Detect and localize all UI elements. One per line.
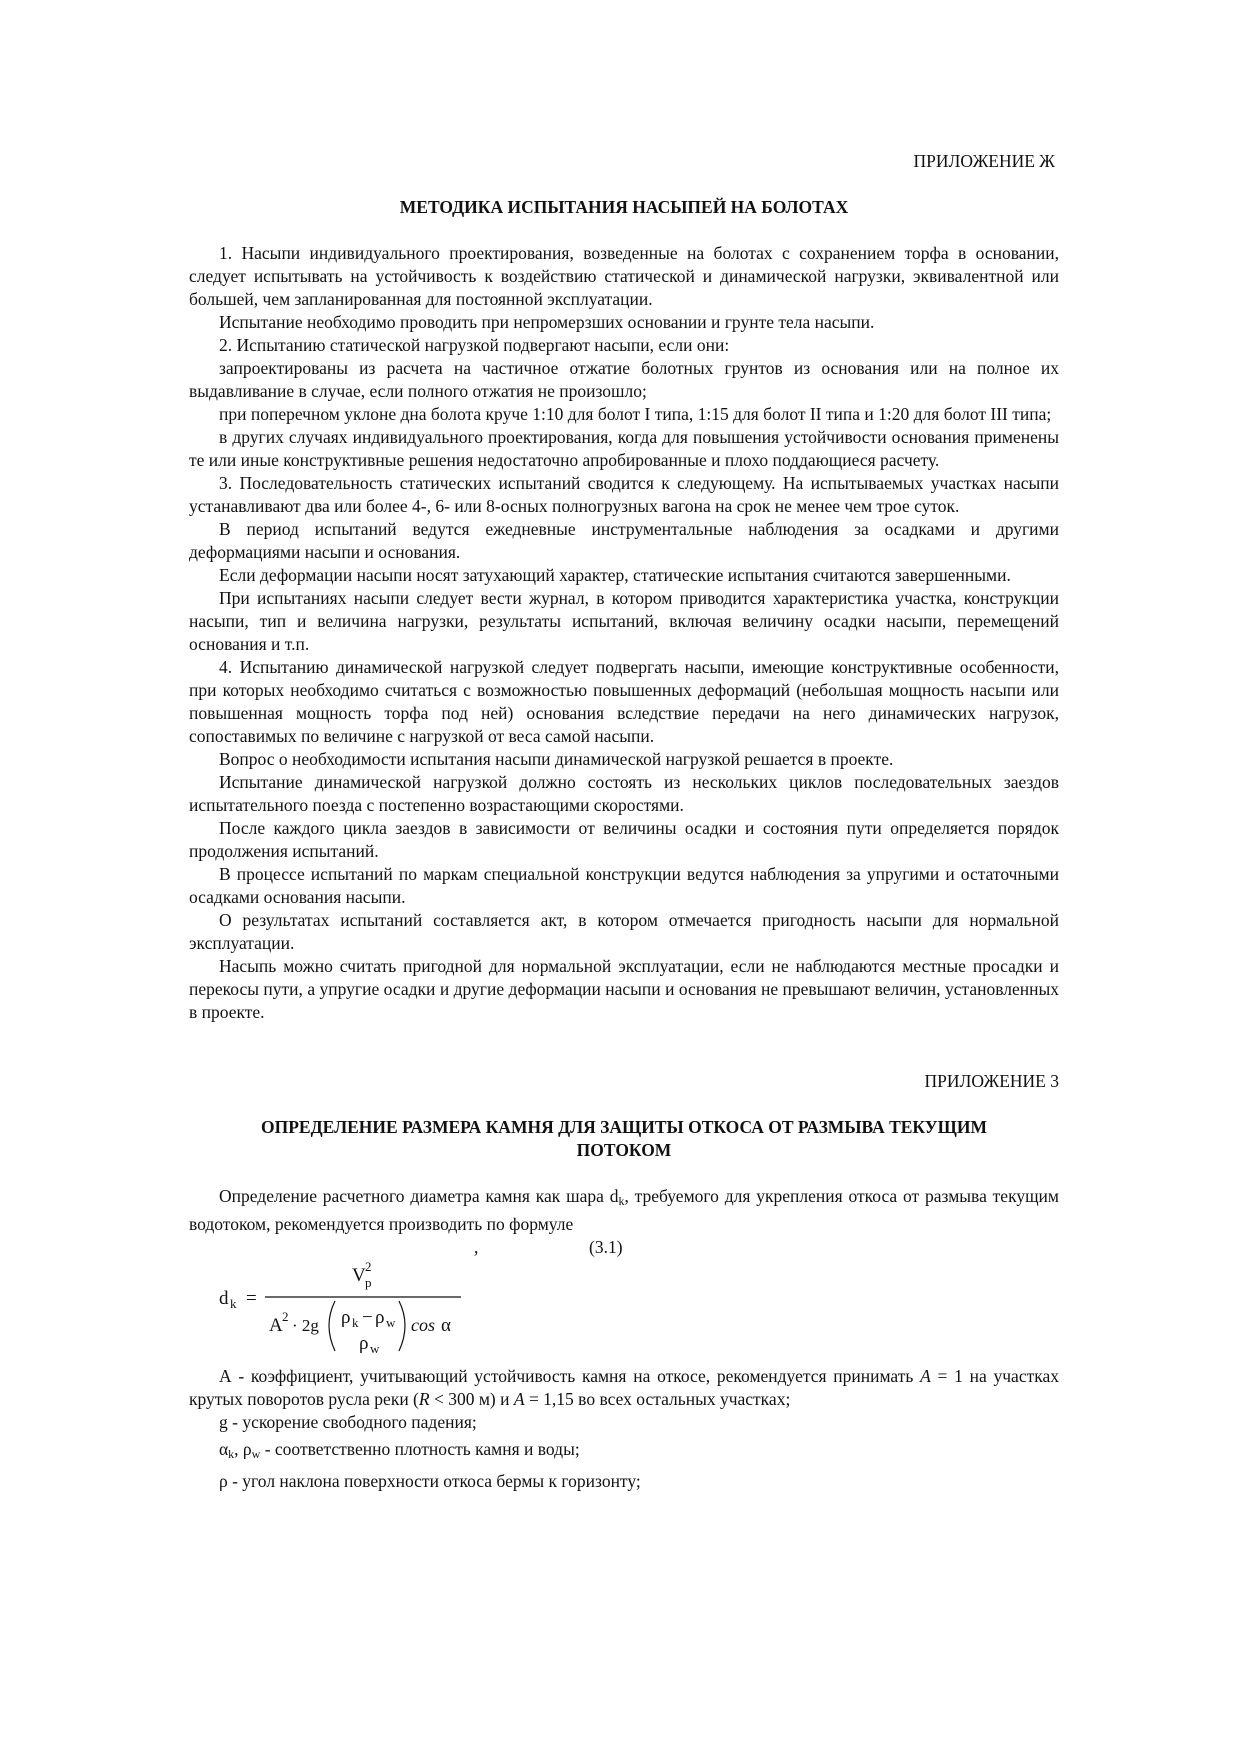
- formula-cos: cos: [411, 1315, 435, 1335]
- paragraph: 3. Последовательность статических испытаний сводится к следующему. На испытываемых участках насыпи устанавливают два или более 4-, 6- или 8-осных полногрузных вагона на срок не менее чем трое суток.: [189, 473, 1059, 516]
- document-page: [189, 150, 1059, 1497]
- formula-rho-w: ρ: [375, 1307, 385, 1328]
- paragraph: запроектированы из расчета на частичное отжатие болотных грунтов из основания или на полное их выдавливание в случае, если полного отжатия не произошло;: [189, 358, 1059, 401]
- paragraph: Вопрос о необходимости испытания насыпи динамической нагрузкой решается в проекте.: [219, 749, 894, 769]
- paragraph: В процессе испытаний по маркам специальной конструкции ведутся наблюдения за упругими и остаточными осадками основания насыпи.: [189, 864, 1059, 907]
- legend-A: А - коэффициент, учитывающий устойчивость камня на откосе, рекомендуется принимать A = 1 на участках крутых поворотов русла реки (R < 300 м) и A = 1,15 во всех остальных участках;: [189, 1366, 1059, 1409]
- paragraph: При испытаниях насыпи следует вести журнал, в котором приводится характеристика участка, конструкции насыпи, тип и величина нагрузки, результаты испытаний, включая величину осадки насыпи, перемещений основания и т.п.: [189, 588, 1059, 654]
- appendix-z-intro: Определение расчетного диаметра камня как шара $d_k$, требуемого для укрепления откоса от размыва текущим водотоком, рекомендуется производить по формуле: [189, 1186, 1059, 1234]
- paragraph: 2. Испытанию статической нагрузкой подвергают насыпи, если они:: [219, 335, 730, 355]
- legend-rho: $\alpha_k$, $\rho_w$ - соответственно плотность камня и воды;: [219, 1439, 580, 1461]
- formula-rho-w2-sub: w: [370, 1341, 380, 1356]
- formula-num: V: [352, 1265, 366, 1286]
- paragraph: при поперечном уклоне дна болота круче 1:10 для болот I типа, 1:15 для болот II типа и 1:20 для болот III типа;: [219, 404, 1052, 424]
- paragraph: В период испытаний ведутся ежедневные инструментальные наблюдения за осадками и другими деформациями насыпи и основания.: [189, 519, 1059, 562]
- formula-rho-w-sub: w: [386, 1315, 396, 1330]
- paragraph: После каждого цикла заездов в зависимости от величины осадки и состояния пути определяется порядок продолжения испытаний.: [189, 818, 1059, 861]
- paragraph: в других случаях индивидуального проектирования, когда для повышения устойчивости основания применены те или иные конструктивные решения недостаточно апробированные и плохо поддающиеся расчету.: [189, 427, 1059, 470]
- paragraph: О результатах испытаний составляется акт, в котором отмечается пригодность насыпи для нормальной эксплуатации.: [189, 910, 1059, 953]
- appendix-z-title: ОПРЕДЕЛЕНИЕ РАЗМЕРА КАМНЯ ДЛЯ ЗАЩИТЫ ОТКОСА ОТ РАЗМЫВА ТЕКУЩИМ ПОТОКОМ: [261, 1117, 987, 1160]
- formula-minus: −: [362, 1307, 373, 1328]
- paragraph: Насыпь можно считать пригодной для нормальной эксплуатации, если не наблюдаются местные просадки и перекосы пути, а упругие осадки и другие деформации насыпи и основания не превышают величин, установленных в проекте.: [189, 956, 1059, 1022]
- formula-number: (3.1): [589, 1237, 623, 1257]
- legend-alpha: ρ - угол наклона поверхности откоса бермы к горизонту;: [219, 1471, 641, 1491]
- paragraph: Испытание необходимо проводить при непромерзших основании и грунте тела насыпи.: [219, 312, 875, 332]
- legend-g: g - ускорение свободного падения;: [219, 1412, 477, 1432]
- formula-rho-w2: ρ: [359, 1333, 369, 1354]
- appendix-zh-label: ПРИЛОЖЕНИЕ Ж: [913, 151, 1055, 171]
- formula-alpha: α: [441, 1315, 451, 1336]
- formula-3-1: [189, 1259, 1059, 1359]
- paragraph: Если деформации насыпи носят затухающий характер, статические испытания считаются завершенными.: [219, 565, 1011, 585]
- formula-num-sup: 2: [365, 1259, 372, 1274]
- appendix-z-label: ПРИЛОЖЕНИЕ 3: [924, 1071, 1059, 1091]
- appendix-zh-title: МЕТОДИКА ИСПЫТАНИЯ НАСЫПЕЙ НА БОЛОТАХ: [399, 197, 849, 217]
- paragraph: 1. Насыпи индивидуального проектирования, возведенные на болотах с сохранением торфа в основании, следует испытывать на устойчивость к воздействию статической и динамической нагрузки, эквивалентной или большей, чем запланированная для постоянной эксплуатации.: [189, 243, 1059, 309]
- paragraph: 4. Испытанию динамической нагрузкой следует подвергать насыпи, имеющие конструктивные особенности, при которых необходимо считаться с возможностью повышенных деформаций (небольшая мощность насыпи или повышенная мощность торфа под ней) основания вследствие передачи на него динамических нагрузок, сопоставимых по величине с нагрузкой от веса самой насыпи.: [189, 657, 1059, 746]
- formula-rho-k: ρ: [341, 1307, 351, 1328]
- formula-lhs: d: [219, 1288, 229, 1309]
- formula-num-sub: p: [365, 1275, 372, 1290]
- formula-comma: ,: [474, 1237, 479, 1257]
- formula-eq: =: [246, 1288, 257, 1309]
- paragraph: Испытание динамической нагрузкой должно состоять из нескольких циклов последовательных заездов испытательного поезда с постепенно возрастающими скоростями.: [189, 772, 1059, 815]
- formula-lhs-sub: k: [230, 1296, 237, 1311]
- formula-label-line: [189, 1236, 1059, 1259]
- formula-den-a: A: [269, 1315, 283, 1336]
- formula-den-mid: · 2g: [292, 1316, 319, 1335]
- formula-den-a-sup: 2: [282, 1309, 289, 1324]
- appendix-zh-body: [189, 242, 1059, 1024]
- formula-rho-k-sub: k: [352, 1315, 359, 1330]
